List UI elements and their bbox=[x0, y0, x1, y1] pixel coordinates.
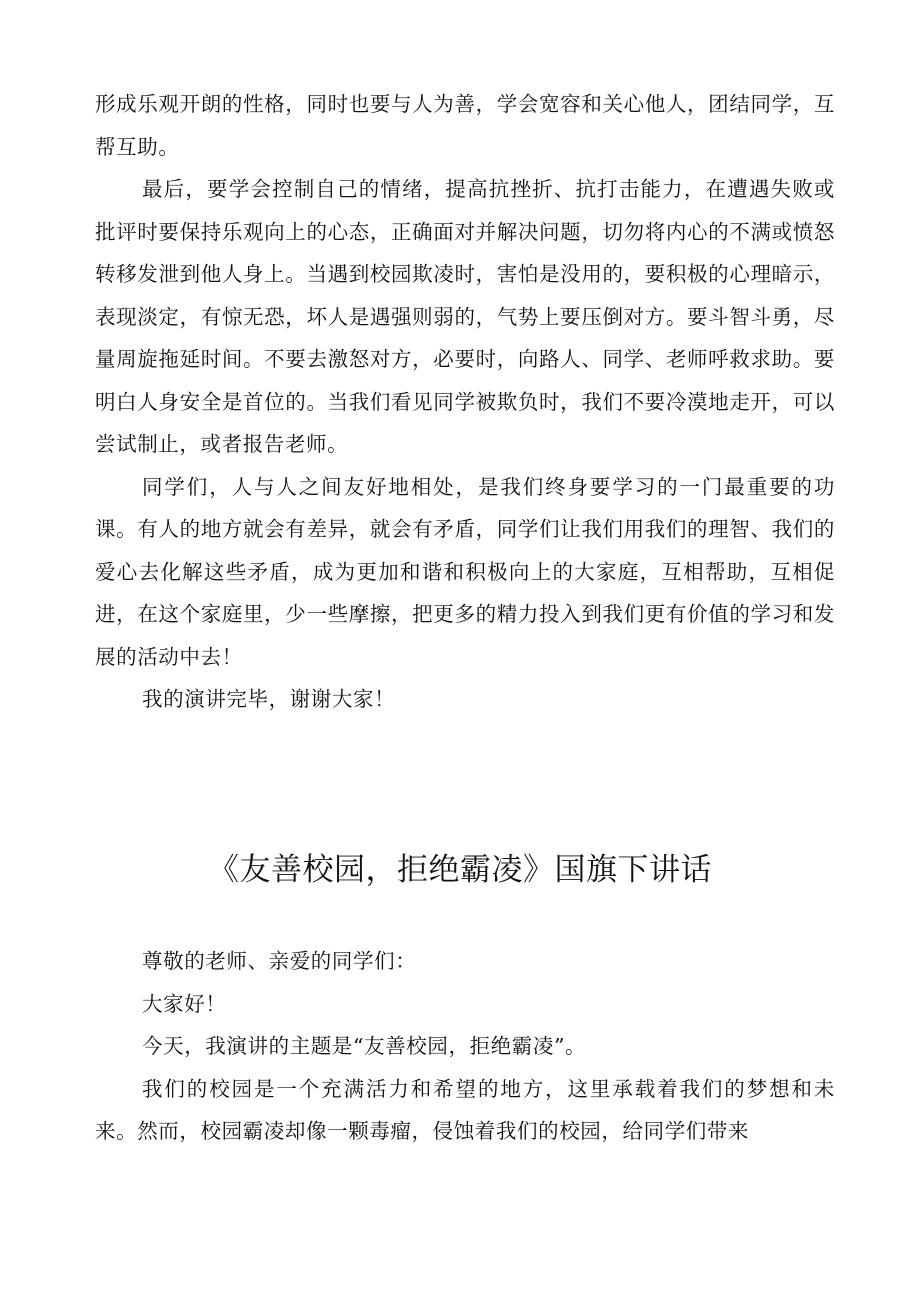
hello-line: 大家好！ bbox=[142, 991, 227, 1016]
greeting-line: 尊敬的老师、亲爱的同学们： bbox=[142, 949, 417, 973]
paragraph-closing: 我的演讲完毕，谢谢大家！ bbox=[142, 687, 396, 711]
speech-section bbox=[95, 940, 835, 1153]
continued-section bbox=[95, 83, 835, 721]
paragraph-emotions: 最后，要学会控制自己的情绪，提高抗挫折、抗打击能力，在遭遇失败或批评时要保持乐观向上的心态，正确面对并解决问题，切勿将内心的不满或愤怒转移发泄到他人身上。当遇到校园欺凌时，害怕是没用的，要积极的心理暗示，表现淡定，有惊无恐，坏人是遇强则弱的，气势上要压倒对方。要斗智斗勇，尽量周旋拖延时间。不要去激怒对方，必要时，向路人、同学、老师呼救求助。要明白人身安全是首位的。当我们看见同学被欺负时，我们不要冷漠地走开，可以尝试制止，或者报告老师。 bbox=[95, 177, 835, 456]
speech-title: 《友善校园，拒绝霸凌》国旗下讲话 bbox=[208, 852, 712, 888]
paragraph-classmates: 同学们，人与人之间友好地相处，是我们终身要学习的一门最重要的功课。有人的地方就会有差异，就会有矛盾，同学们让我们用我们的理智、我们的爱心去化解这些矛盾，成为更加和谐和积极向上的大家庭，互相帮助，互相促进，在这个家庭里，少一些摩擦，把更多的精力投入到我们更有价值的学习和发展的活动中去！ bbox=[95, 474, 835, 669]
paragraph-continued: 形成乐观开朗的性格，同时也要与人为善，学会宽容和关心他人，团结同学，互帮互助。 bbox=[95, 92, 835, 159]
topic-line: 今天，我演讲的主题是“友善校园，拒绝霸凌”。 bbox=[142, 1034, 587, 1058]
paragraph-campus: 我们的校园是一个充满活力和希望的地方，这里承载着我们的梦想和未来。然而，校园霸凌却像一颗毒瘤，侵蚀着我们的校园，给同学们带来 bbox=[95, 1076, 835, 1143]
